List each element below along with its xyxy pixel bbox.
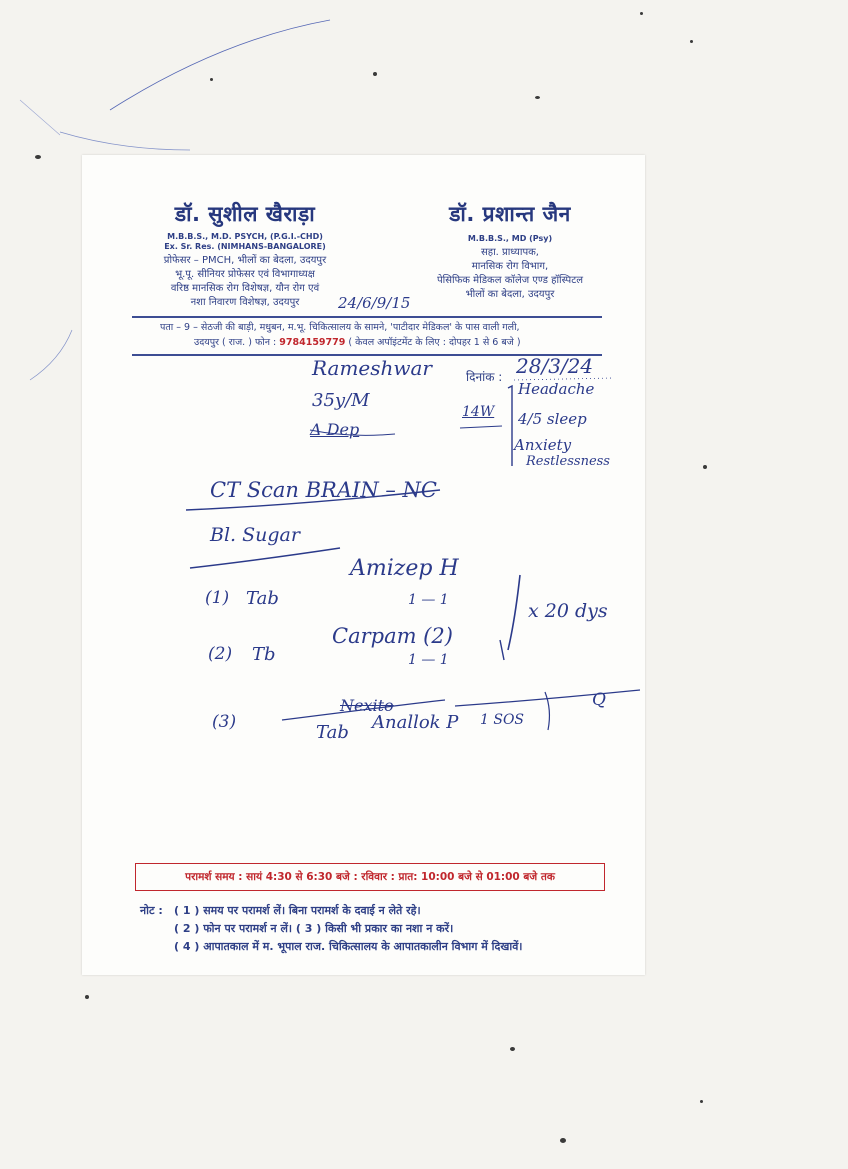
rx-drug: Anallok P	[372, 712, 459, 733]
complaint-item: Restlessness	[526, 454, 610, 469]
rx-dose: 1 — 1	[408, 592, 449, 608]
rx-form: Tab	[246, 588, 279, 609]
doctor-right-line: पेसिफिक मेडिकल कॉलेज एण्ड हॉस्पिटल	[436, 275, 584, 286]
complaint-item: Anxiety	[514, 436, 572, 454]
note-4: ( 4 ) आपातकाल में म. भूपाल राज. चिकित्सालय के आपातकालीन विभाग में दिखावें।	[174, 940, 523, 953]
rx-dose: 1 SOS	[480, 712, 525, 728]
doctor-left-experience: Ex. Sr. Res. (NIMHANS-BANGALORE)	[164, 242, 326, 251]
notes-label: नोट :	[140, 904, 163, 917]
complaints-marker: 14W	[462, 404, 495, 420]
rx-form: Tb	[252, 644, 276, 665]
rx-drug: Amizep H	[350, 556, 459, 581]
note-1: ( 1 ) समय पर परामर्श लें। बिना परामर्श के दवाई न लेते रहे।	[174, 904, 421, 917]
patient-name: Rameshwar	[312, 356, 432, 380]
rx-duration: x 20 dys	[528, 600, 608, 622]
complaint-item: Headache	[518, 380, 595, 398]
date-value: 28/3/24	[516, 354, 594, 378]
doctor-left-line: नशा निवारण विशेषज्ञ, उदयपुर	[190, 297, 300, 308]
note-2: ( 2 ) फोन पर परामर्श न लें। ( 3 ) किसी भी प्रकार का नशा न करें।	[174, 922, 454, 935]
address-line-1: पता – 9 – सेठजी की बाड़ी, मधुबन, म.भू. चिकित्सालय के सामने, 'पाटीदार मेडिकल' के पास वाली गली,	[160, 322, 520, 333]
rx-struck-drug: Nexito	[340, 696, 394, 715]
doctor-right-line: भीलों का बेदला, उदयपुर	[465, 289, 555, 300]
rx-extra: Q	[592, 690, 606, 710]
investigation-item: CT Scan BRAIN – NC	[210, 478, 437, 502]
doctor-left-line: प्रोफेसर – PMCH, भीलों का बेदला, उदयपुर	[163, 255, 327, 266]
consultation-timing: परामर्श समय : सायं 4:30 से 6:30 बजे : रविवार : प्रात: 10:00 बजे से 01:00 बजे तक	[135, 863, 605, 891]
doctor-left-name: डॉ. सुशील खैराड़ा	[174, 202, 316, 226]
rx-number: (3)	[212, 712, 237, 732]
complaint-item: 4/5 sleep	[518, 410, 587, 428]
diagnosis: Δ Dep	[310, 420, 360, 439]
rx-number: (2)	[208, 644, 233, 664]
address-city: उदयपुर ( राज. ) फोन :	[194, 337, 277, 348]
rx-form: Tab	[316, 722, 349, 743]
registration-handwritten: 24/6/9/15	[338, 294, 411, 312]
rx-drug: Carpam (2)	[332, 624, 453, 648]
doctor-right-name: डॉ. प्रशान्त जैन	[449, 202, 571, 226]
patient-age: 35y/M	[312, 390, 370, 411]
doctor-left-line: वरिष्ठ मानसिक रोग विशेषज्ञ, यौन रोग एवं	[170, 283, 320, 294]
date-label: दिनांक :	[466, 370, 503, 384]
phone-number: 9784159779	[279, 337, 346, 348]
rx-dose: 1 — 1	[408, 652, 449, 668]
doctor-right-line: मानसिक रोग विभाग,	[471, 261, 549, 272]
doctor-right-degree: M.B.B.S., MD (Psy)	[467, 234, 553, 243]
investigation-item: Bl. Sugar	[210, 524, 300, 546]
rx-number: (1)	[205, 588, 230, 608]
doctor-left-degree: M.B.B.S., M.D. PSYCH, (P.G.I.-CHD)	[167, 232, 323, 241]
appointment-hours: ( केवल अपॉइंटमेंट के लिए : दोपहर 1 से 6 बजे )	[348, 337, 521, 348]
doctor-right-line: सहा. प्राध्यापक,	[481, 247, 539, 258]
doctor-left-line: भू.पू. सीनियर प्रोफेसर एवं विभागाध्यक्ष	[175, 269, 315, 280]
